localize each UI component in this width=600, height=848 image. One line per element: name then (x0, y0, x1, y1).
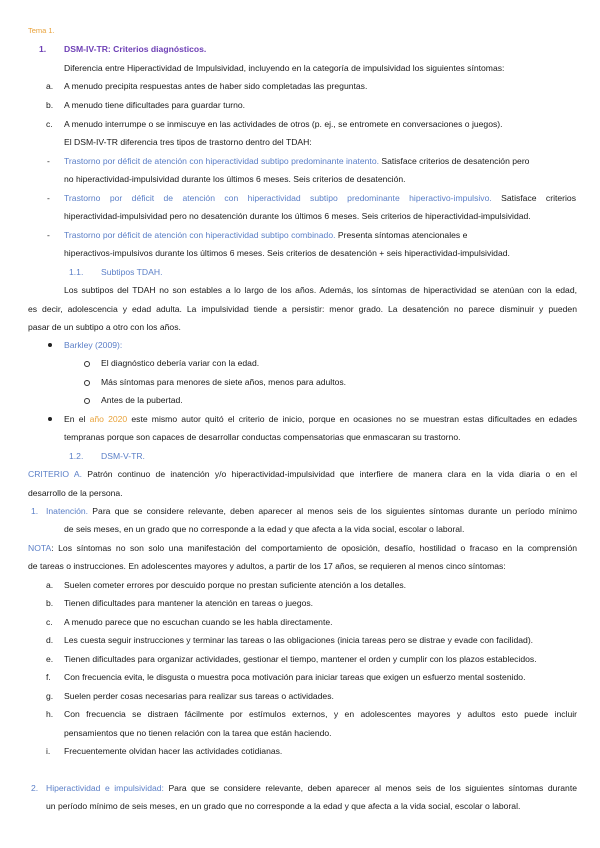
list-item: Suelen cometer errores por descuido porque no prestan suficiente atención a los detalles. (64, 580, 407, 590)
dash-marker: - (47, 193, 50, 203)
criterion-line (28, 468, 577, 480)
list-marker: c. (46, 617, 53, 627)
section-title: DSM-IV-TR: Criterios diagnósticos. (64, 44, 207, 54)
subtype-desc-line: hiperactividad-impulsividad pero no desatención durante los últimos 6 meses. Seis criterios de hiperactividad-impulsividad. (64, 211, 531, 221)
subsection-title: DSM-V-TR. (101, 451, 145, 461)
dash-marker: - (47, 230, 50, 240)
dash-marker: - (47, 156, 50, 166)
list-item: Con frecuencia evita, le disgusta o muestra poca motivación para iniciar tareas que exigen un esfuerzo mental sostenido. (64, 672, 526, 682)
paragraph-line: Los subtipos del TDAH no son estables a lo largo de los años. Además, los síntomas de hiperactividad se atenúan con la edad, (64, 285, 577, 295)
bullet-icon (48, 417, 52, 421)
subtype-name: Trastorno por déficit de atención con hiperactividad subtipo predominante inatento. (64, 156, 379, 166)
text-span: Patrón continuo de inatención y/o hiperactividad-impulsividad que interfiere de manera clara en la vida diaria o en el (81, 469, 577, 479)
paragraph-line: pasar de un subtipo a otro con los años. (28, 322, 181, 332)
list-marker: g. (46, 691, 54, 701)
subsection-title: Subtipos TDAH. (101, 267, 163, 277)
section-number: 1. (39, 44, 47, 54)
list-item: Tienen dificultades para mantener la atención en tareas o juegos. (64, 598, 314, 608)
list-item: A menudo interrumpe o se inmiscuye en las actividades de otros (p. ej., se entromete en conversaciones o juegos). (64, 119, 503, 129)
criterion-line: desarrollo de la persona. (28, 488, 123, 498)
subtype-desc: Presenta síntomas atencionales e (335, 230, 468, 240)
list-marker: i. (46, 746, 51, 756)
subtype-desc: Satisface criterios de desatención pero (378, 156, 530, 166)
note-line: de tareas o instrucciones. En adolescentes mayores y adultos, a partir de los 17 años, se requieren al menos cinco síntomas: (28, 561, 506, 571)
note-line (28, 542, 577, 554)
list-marker: h. (46, 709, 54, 719)
list-item: Frecuentemente olvidan hacer las actividades cotidianas. (64, 746, 283, 756)
list-item: Suelen perder cosas necesarias para realizar sus tareas o actividades. (64, 691, 334, 701)
paragraph-line: es decir, adolescencia y edad adulta. La impulsividad tiende a persistir: menor grado. La desatención no parece disminuir y pueden (28, 304, 577, 314)
list-item: Con frecuencia se distraen fácilmente por estímulos externos, y en adolescentes mayores y adultos esto puede incluir (64, 709, 577, 719)
text-span: En el (64, 414, 90, 424)
text-span: Para que se considere relevante, deben aparecer al menos seis de los siguientes síntomas durante (163, 783, 578, 793)
criterion-line (46, 505, 577, 517)
list-marker: a. (46, 580, 54, 590)
text-span: este mismo autor quitó el criterio de inicio, porque en ocasiones no se muestran estas dificultades en edades (127, 414, 577, 424)
circle-bullet-icon (84, 361, 90, 367)
subtypes-intro: El DSM-IV-TR diferencia tres tipos de trastorno dentro del TDAH: (64, 137, 312, 147)
criterion-label: Hiperactividad e impulsividad: (46, 783, 164, 793)
list-item: A menudo precipita respuestas antes de haber sido completadas las preguntas. (64, 81, 368, 91)
list-marker: d. (46, 635, 54, 645)
criterion-label: CRITERIO A. (28, 469, 82, 479)
subsection-number: 1.1. (69, 267, 84, 277)
subtype-desc: Satisface criterios (491, 193, 576, 203)
list-item: Les cuesta seguir instrucciones y terminar las tareas o las obligaciones (inicia tareas pero se distrae y evade con facilidad). (64, 635, 534, 645)
subtype-desc-line: no hiperactividad-impulsividad durante los últimos 6 meses. Seis criterios de desatención. (64, 174, 406, 184)
list-marker: a. (46, 81, 54, 91)
text-span: Para que se considere relevante, deben aparecer al menos seis de los siguientes síntomas durante un período mínimo (88, 506, 577, 516)
list-marker: e. (46, 654, 54, 664)
note-label: NOTA (28, 543, 52, 553)
criterion-line (46, 782, 577, 794)
list-item: Antes de la pubertad. (101, 395, 183, 405)
subtype-line (64, 155, 529, 167)
list-marker: f. (46, 672, 51, 682)
topic-label: Tema 1. (28, 26, 55, 35)
section-number: 1. (31, 506, 39, 516)
subtype-name: Trastorno por déficit de atención con hiperactividad subtipo predominante hiperactivo-impulsivo. (64, 193, 492, 203)
text-span: : Los síntomas no son solo una manifestación del comportamiento de oposición, desafío, hostilidad o fracaso en la comprensión (51, 543, 577, 553)
list-item: El diagnóstico debería variar con la edad. (101, 358, 260, 368)
criterion-line: de seis meses, en un grado que no corresponde a la edad y que afecta a la vida social, escolar o laboral. (64, 524, 465, 534)
paragraph-line (64, 413, 577, 425)
list-item: A menudo tiene dificultades para guardar turno. (64, 100, 246, 110)
subtype-name: Trastorno por déficit de atención con hiperactividad subtipo combinado. (64, 230, 336, 240)
list-marker: c. (46, 119, 53, 129)
bullet-icon (48, 343, 52, 347)
circle-bullet-icon (84, 380, 90, 386)
list-marker: b. (46, 598, 54, 608)
circle-bullet-icon (84, 398, 90, 404)
barkley-heading: Barkley (2009): (64, 340, 123, 350)
list-marker: b. (46, 100, 54, 110)
list-item: Tienen dificultades para organizar actividades, gestionar el tiempo, mantener el orden y cumplir con los plazos establecidos. (64, 654, 537, 664)
criterion-line: un período mínimo de seis meses, en un grado que no corresponde a la edad y que afecta a la vida social, escolar o laboral. (46, 801, 521, 811)
subtype-line (64, 229, 467, 241)
section-number: 2. (31, 783, 39, 793)
subsection-number: 1.2. (69, 451, 84, 461)
section-intro: Diferencia entre Hiperactividad de Impulsividad, incluyendo en la categoría de impulsividad los siguientes síntomas: (64, 63, 505, 73)
paragraph-line: tempranas porque son capaces de desarrollar conductas compensatorias que enmascaran su trastorno. (64, 432, 461, 442)
list-item: pensamientos que no tienen relación con la tarea que están haciendo. (64, 728, 332, 738)
list-item: A menudo parece que no escuchan cuando se les habla directamente. (64, 617, 333, 627)
list-item: Más síntomas para menores de siete años, menos para adultos. (101, 377, 347, 387)
criterion-label: Inatención. (46, 506, 89, 516)
year-highlight: año 2020 (89, 414, 128, 424)
subtype-line (64, 192, 576, 204)
subtype-desc-line: hiperactivos-impulsivos durante los últimos 6 meses. Seis criterios de desatención + seis hiperactividad-impulsividad. (64, 248, 510, 258)
